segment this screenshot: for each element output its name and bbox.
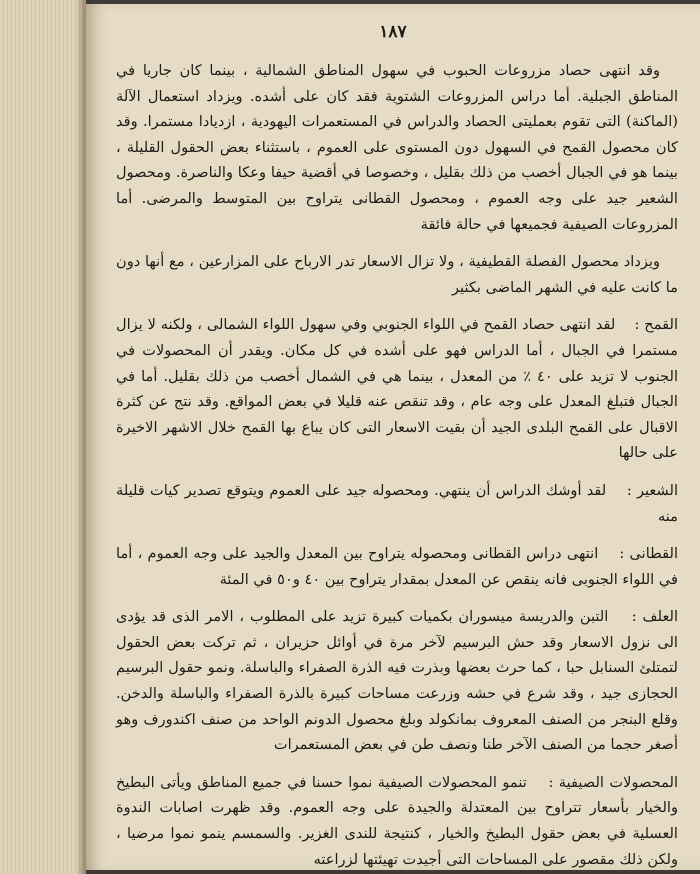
paragraph-fodder <box>116 604 678 758</box>
paragraph-label-summer-crops: المحصولات الصيفية : <box>548 773 679 791</box>
paragraph-legumes <box>116 541 678 592</box>
paragraph-label-barley: الشعير : <box>626 481 678 499</box>
page-body <box>116 58 678 874</box>
page-number: ١٨٧ <box>379 22 407 42</box>
paragraph-barley <box>116 478 678 529</box>
paragraph-text: ويزداد محصول الفصلة القطيفية ، ولا تزال الاسعار تدر الارباح على المزارعين ، مع أنها دون ما كانت عليه في الشهر الماضى بكثير <box>116 253 678 296</box>
paragraph-text: تنمو المحصولات الصيفية نموا حسنا في جميع المناطق ويأتى البطيخ والخيار بأسعار تتراوح بين المعتدلة والجيدة على وجه العموم. وقد ظهرت اصابات الندوة العسلية في بعض حقول البطيخ والخيار ، كنتيجة للندى الغزير. والسمسم ينمو نموا مرضيا ، ولكن ذلك مقصور على المساحات التى أجيدت تهيئتها لزراعته <box>116 773 678 868</box>
paragraph-text: لقد أوشك الدراس أن ينتهي. ومحصوله جيد على العموم ويتوقع تصدير كيات قليلة منه <box>116 481 678 525</box>
book-page-edges <box>0 0 86 874</box>
paragraph-text: لقد انتهى حصاد القمح في اللواء الجنوبي وفي سهول اللواء الشمالى ، ولكنه لا يزال مستمرا في الجبال ، أما الدراس فهو على أشده في كل مكان. ويقدر أن المحصولات في الجنوب لا تزيد على ٤٠ ٪ من المعدل ، بينما هي في الشمال أخصب من ذلك بقليل. أما في الجبال فتبلغ المعدل على وجه عام ، وقد تنقص عنه قليلا في بعض المواقع. وقد نتج عن كثرة الاقبال على القمح البلدى الجيد أن بقيت الاسعار التى كان يباع بها القمح خلال الاشهر الاخيرة على حالها <box>116 316 678 462</box>
paragraph-text: انتهى دراس القطانى ومحصوله يتراوح بين المعدل والجيد على وجه العموم ، أما في اللواء الجنوبى فانه ينقص عن المعدل بمقدار يتراوح بين ٤٠ و٥٠ في المئة <box>116 545 678 588</box>
paragraph-label-fodder: العلف : <box>631 608 679 626</box>
paragraph-text: التبن والدريسة ميسوران بكميات كبيرة تزيد على المطلوب ، الامر الذى قد يؤدى الى نزول الاسعار وقد حش البرسيم لآخر مرة في أوائل حزيران ، ثم تركت بعض الحقول لتمتلئ السنابل حبا ، كما حرث بعضها وبذرت فيه الذرة الصفراء والباسلة. ونمو حقول البرسيم الحجازى جيد ، وقد شرع في حشه وزرعت مساحات كبيرة بالذرة الصفراء والباسلة والدخن. وقلع البنجر من الصنف المعروف بمانكولد وبلغ محصول الدونم الواحد من صنف اكندورف وهو أصغر حجما من الصنف الآخر طنا ونصف طن في بعض المستعمرات <box>116 608 678 754</box>
paragraph-wheat <box>116 312 678 466</box>
paragraph-prices <box>116 249 678 300</box>
paragraph-text: وقد انتهى حصاد مزروعات الحبوب في سهول المناطق الشمالية ، بينما كان جاريا في المناطق الجبلية. أما دراس المزروعات الشتوية فقد كان على أشده. ويزداد استعمال الآلة (الماكنة) التى تقوم بعمليتى الحصاد والدراس في المستعمرات اليهودية ، ازديادا مستمرا. وقد كان محصول القمح في السهول دون المستوى على العموم ، باستثناء بعض الحقول القليلة ، بينما هو في الجبال أخصب من ذلك بقليل ، وخصوصا في أقضية حيفا وعكا والناصرة. ومحصول الشعير جيد على وجه العموم ، ومحصول القطانى يتراوح بين المتوسط والمرضى. أما المزروعات الصيفية فجميعها في حالة فائقة <box>116 62 678 233</box>
paragraph-summer-crops <box>116 770 678 872</box>
paragraph-label-wheat: القمح : <box>634 316 679 334</box>
paragraph-harvest-overview <box>116 58 678 237</box>
page-sheet <box>86 4 700 870</box>
paragraph-label-legumes: القطانى : <box>619 545 679 563</box>
